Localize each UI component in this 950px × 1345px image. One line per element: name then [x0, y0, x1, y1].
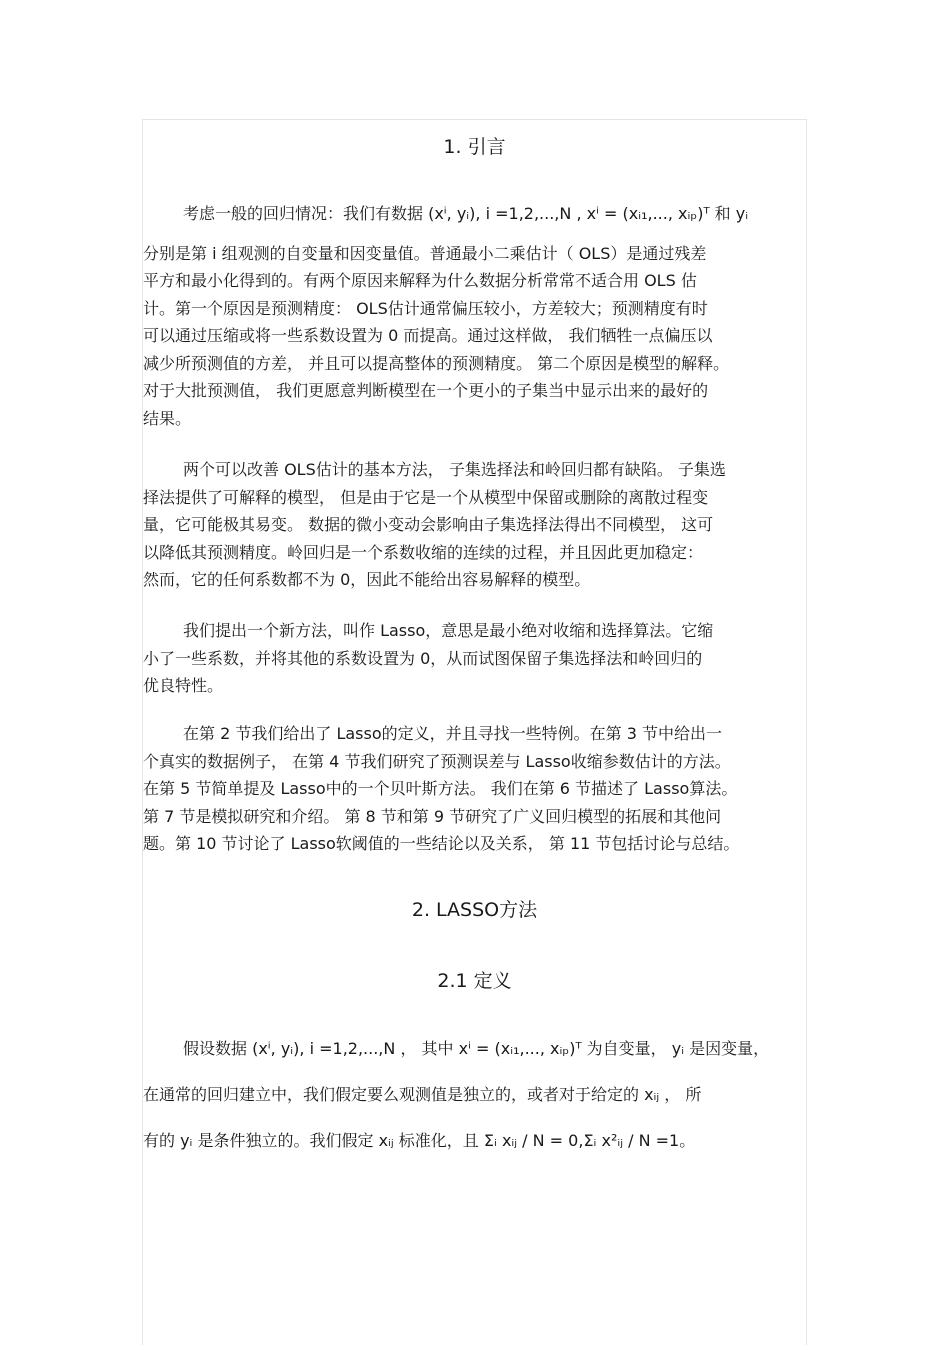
text-line: 以降低其预测精度。岭回归是一个系数收缩的连续的过程，并且因此更加稳定： — [143, 542, 704, 562]
text-line: 在第 5 节简单提及 Lasso中的一个贝叶斯方法。 我们在第 6 节描述了 Lasso算法。 — [143, 779, 738, 798]
text-line: 分别是第 i 组观测的自变量和因变量值。普通最小二乘估计（ OLS）是通过残差 — [143, 243, 707, 263]
text-line: 然而，它的任何系数都不为 0，因此不能给出容易解释的模型。 — [143, 570, 591, 589]
text-line: 个真实的数据例子， 在第 4 节我们研究了预测误差与 Lasso收缩参数估计的方法。 — [143, 751, 731, 771]
text-line: 减少所预测值的方差， 并且可以提高整体的预测精度。 第二个原因是模型的解释。 — [143, 353, 730, 373]
definition-paragraph — [143, 1026, 805, 1164]
text-line: 计。第一个原因是预测精度： OLS估计通常偏压较小，方差较大；预测精度有时 — [143, 298, 708, 318]
intro-paragraph-4 — [143, 720, 805, 858]
text-line: 优良特性。 — [143, 676, 224, 695]
text-line: 择法提供了可解释的模型， 但是由于它是一个从模型中保留或删除的离散过程变 — [143, 487, 709, 507]
text-line: 考虑一般的回归情况：我们有数据 (xⁱ, yᵢ), i =1,2,...,N , xⁱ = (xᵢ₁,..., xᵢₚ)ᵀ 和 yᵢ — [183, 204, 749, 223]
intro-paragraph-1 — [143, 200, 805, 432]
section-heading-intro: 1. 引言 — [443, 136, 506, 158]
text-line: 在第 2 节我们给出了 Lasso的定义，并且寻找一些特例。在第 3 节中给出一 — [183, 724, 722, 743]
text-line: 平方和最小化得到的。有两个原因来解释为什么数据分析常常不适合用 OLS 估 — [143, 271, 697, 290]
text-line: 题。第 10 节讨论了 Lasso软阈值的一些结论以及关系， 第 11 节包括讨论与总结。 — [143, 834, 740, 853]
section-heading-method: 2. LASSO方法 — [411, 899, 538, 921]
text-line: 假设数据 (xⁱ, yᵢ), i =1,2,...,N ， 其中 xⁱ = (xᵢ₁,..., xᵢₚ)ᵀ 为自变量， yᵢ 是因变量， — [183, 1039, 770, 1058]
text-line: 小了一些系数，并将其他的系数设置为 0，从而试图保留子集选择法和岭回归的 — [143, 648, 703, 668]
document-page — [142, 119, 807, 1345]
intro-paragraph-2 — [143, 456, 805, 594]
text-line: 量，它可能极其易变。 数据的微小变动会影响由子集选择法得出不同模型， 这可 — [143, 515, 714, 534]
text-line: 结果。 — [143, 408, 192, 428]
text-line: 有的 yᵢ 是条件独立的。我们假定 xᵢⱼ 标准化，且 Σᵢ xᵢⱼ / N = 0,Σᵢ x²ᵢⱼ / N =1。 — [143, 1131, 696, 1150]
text-line: 可以通过压缩或将一些系数设置为 0 而提高。通过这样做， 我们牺牲一点偏压以 — [143, 326, 713, 345]
text-line: 我们提出一个新方法，叫作 Lasso，意思是最小绝对收缩和选择算法。它缩 — [183, 621, 714, 640]
text-line: 两个可以改善 OLS估计的基本方法， 子集选择法和岭回归都有缺陷。 子集选 — [183, 460, 726, 479]
subsection-heading-definition: 2.1 定义 — [437, 970, 512, 992]
intro-paragraph-3 — [143, 617, 805, 700]
text-line: 在通常的回归建立中，我们假定要么观测值是独立的，或者对于给定的 xᵢⱼ ， 所 — [143, 1085, 702, 1104]
text-line: 对于大批预测值， 我们更愿意判断模型在一个更小的子集当中显示出来的最好的 — [143, 381, 709, 400]
text-line: 第 7 节是模拟研究和介绍。 第 8 节和第 9 节研究了广义回归模型的拓展和其他问 — [143, 806, 722, 826]
